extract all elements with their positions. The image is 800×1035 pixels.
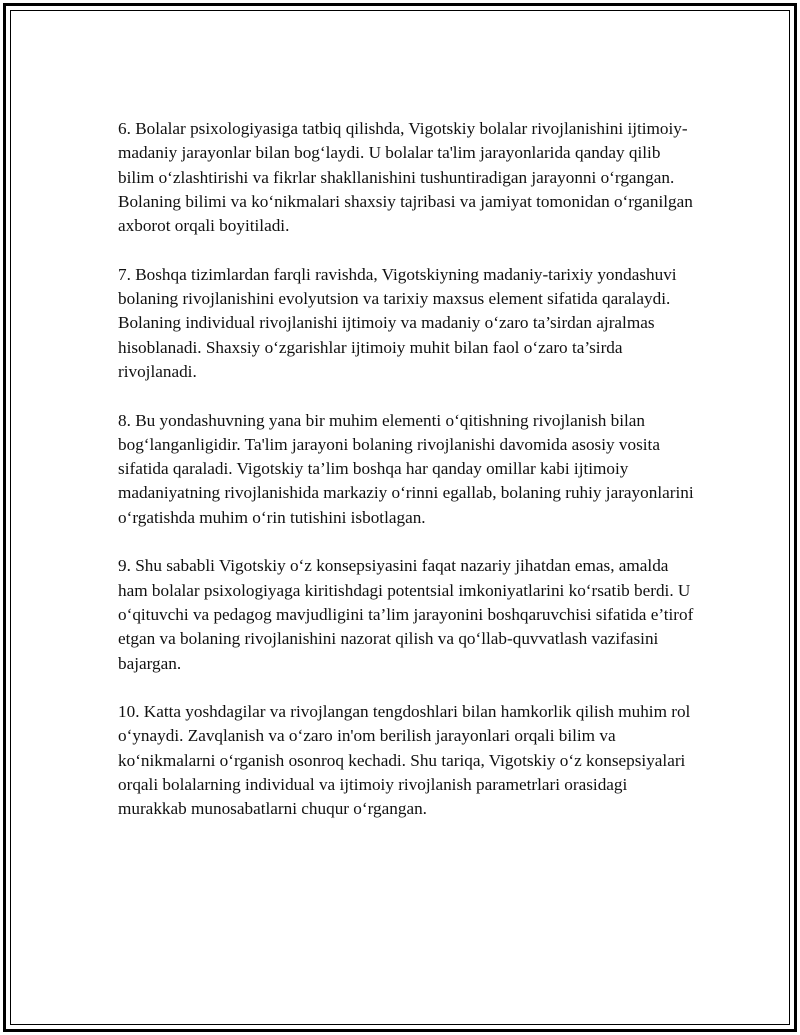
- paragraph-8: 8. Bu yondashuvning yana bir muhim elementi o‘qitishning rivojlanish bilan bog‘langanligidir. Ta'lim jarayoni bolaning rivojlanishi davomida asosiy vosita sifatida qaraladi. Vigotskiy ta’lim boshqa har qanday omillar kabi ijtimoiy madaniyatning rivojlanishida markaziy o‘rinni egallab, bolaning ruhiy jarayonlarini o‘rgatishda muhim o‘rin tutishini isbotlagan.: [118, 410, 694, 527]
- paragraph-10: 10. Katta yoshdagilar va rivojlangan tengdoshlari bilan hamkorlik qilish muhim rol o‘ynaydi. Zavqlanish va o‘zaro in'om berilish jarayonlari orqali bilim va ko‘nikmalarni o‘rganish osonroq kechadi. Shu tariqa, Vigotskiy o‘z konsepsiyalari orqali bolalarning individual va ijtimoiy rivojlanish parametrlari orasidagi murakkab munosabatlarni chuqur o‘rgangan.: [118, 702, 691, 819]
- document-body: [118, 117, 698, 846]
- paragraph-9: 9. Shu sababli Vigotskiy o‘z konsepsiyasini faqat nazariy jihatdan emas, amalda ham bolalar psixologiyaga kiritishdagi potentsial imkoniyatlarini ko‘rsatib berdi. U o‘qituvchi va pedagog mavjudligini ta’lim jarayonini boshqaruvchisi sifatida e’tirof etgan va bolaning rivojlanishini nazorat qilish va qo‘llab-quvvatlash vazifasini bajargan.: [118, 556, 694, 673]
- paragraph-6: 6. Bolalar psixologiyasiga tatbiq qilishda, Vigotskiy bolalar rivojlanishini ijtimoiy-madaniy jarayonlar bilan bog‘laydi. U bolalar ta'lim jarayonlarida qanday qilib bilim o‘zlashtirishi va fikrlar shakllanishini tushuntiradigan jarayonni o‘rgangan. Bolaning bilimi va ko‘nikmalari shaxsiy tajribasi va jamiyat tomonidan o‘rganilgan axborot orqali boyitiladi.: [118, 119, 693, 236]
- paragraph-7: 7. Boshqa tizimlardan farqli ravishda, Vigotskiyning madaniy-tarixiy yondashuvi bolaning rivojlanishini evolyutsion va tarixiy maxsus element sifatida qaralaydi. Bolaning individual rivojlanishi ijtimoiy va madaniy o‘zaro ta’sirdan ajralmas hisoblanadi. Shaxsiy o‘zgarishlar ijtimoiy muhit bilan faol o‘zaro ta’sirda rivojlanadi.: [118, 264, 677, 381]
